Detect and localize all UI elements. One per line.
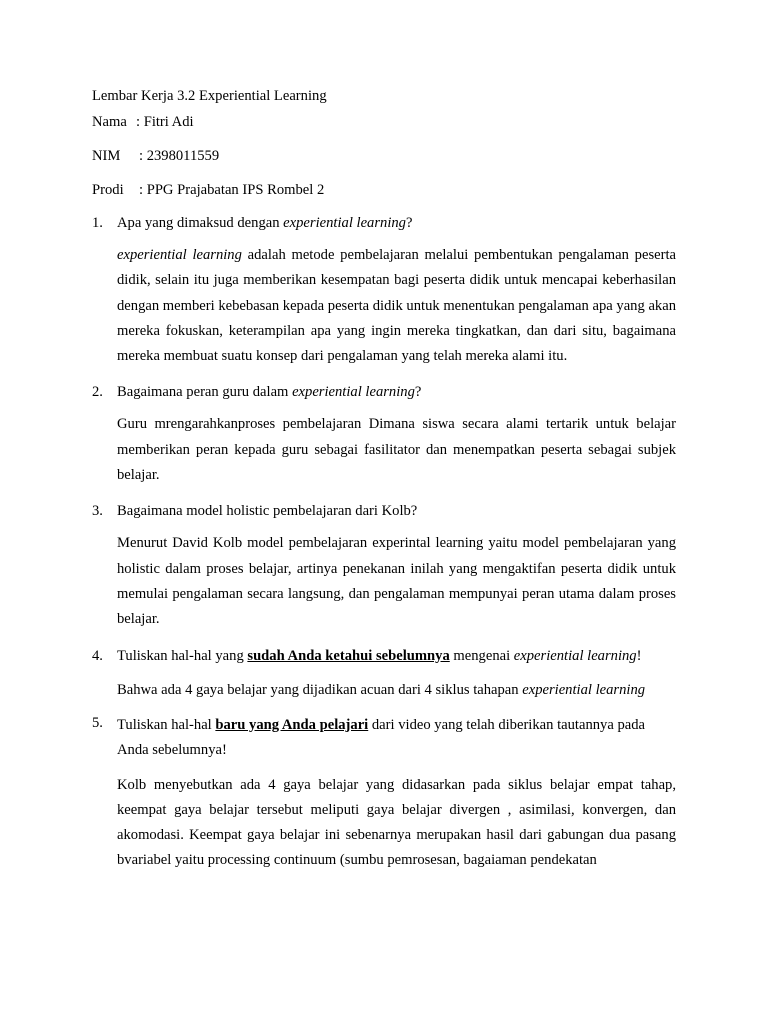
- question-text-part: Tuliskan hal-hal yang: [117, 647, 248, 664]
- question-number: 2.: [92, 384, 103, 401]
- question-text: [117, 713, 676, 763]
- answer-5: Kolb menyebutkan ada 4 gaya belajar yang didasarkan pada siklus belajar empat tahap, keempat gaya belajar tersebut meliputi gaya belajar divergen , asimilasi, konvergen, dan akomodasi. Keempat gaya belajar ini sebenarnya merupakan hasil dari gabungan dua pasang bvariabel yaitu processing continuum (sumbu pemrosesan, bagaiaman pendekatan: [117, 776, 676, 869]
- question-text: Bagaimana model holistic pembelajaran dari Kolb?: [117, 503, 418, 520]
- question-4: [92, 646, 676, 666]
- question-number: 1.: [92, 215, 103, 231]
- question-text-part: dari video yang telah diberikan tautannya pada Anda sebelumnya!: [117, 716, 646, 758]
- worksheet-title: Lembar Kerja 3.2 Experiential Learning: [92, 88, 327, 104]
- nim-label: NIM: [92, 148, 121, 164]
- document-content: [92, 86, 676, 874]
- question-text-part: ?: [414, 384, 422, 401]
- question-text-part: mengenai: [449, 647, 514, 664]
- nama-line: [92, 112, 676, 132]
- answer-italic-term: experiential learning: [117, 247, 242, 263]
- question-italic-term: experiential learning: [283, 215, 406, 231]
- answer-text: Bahwa ada 4 gaya belajar yang dijadikan acuan dari 4 siklus tahapan: [117, 681, 523, 698]
- question-highlight: sudah Anda ketahui sebelumnya: [247, 647, 450, 664]
- question-2: [92, 382, 676, 402]
- answer-4: [92, 680, 676, 700]
- nama-value: : Fitri Adi: [136, 114, 194, 130]
- question-text-part: ?: [405, 215, 413, 231]
- question-number: 5.: [92, 714, 103, 731]
- question-5: [92, 713, 676, 763]
- prodi-line: [92, 180, 676, 200]
- question-text: [117, 384, 421, 400]
- question-highlight: baru yang Anda pelajari: [215, 716, 369, 733]
- answer-3: Menurut David Kolb model pembelajaran experintal learning yaitu model pembelajaran yang holistic dalam proses belajar, artinya penekanan inilah yang mengaktifan peserta didik untuk memulai pengalaman secara langsung, dan pengalaman mempunyai peran utama dalam proses belajar.: [117, 535, 676, 628]
- nim-line: [92, 146, 676, 166]
- question-text-part: Bagaimana peran guru dalam: [117, 384, 293, 401]
- question-text-part: Apa yang dimaksud dengan: [117, 215, 284, 231]
- question-text-part: Tuliskan hal-hal: [117, 716, 216, 733]
- prodi-value: : PPG Prajabatan IPS Rombel 2: [139, 182, 325, 198]
- question-number: 4.: [92, 647, 103, 664]
- prodi-label: Prodi: [92, 182, 124, 198]
- question-1: [92, 213, 676, 233]
- answer-text: adalah metode pembelajaran melalui pembentukan pengalaman peserta didik, selain itu juga memberikan kesempatan bagi peserta didik untuk mencapai keberhasilan dengan memberi kebebasan kepada peserta didik untuk menentukan pengalaman apa yang akan mereka fokuskan, keterampilan apa yang ingin mereka tingkatkan, dan dari situ, bagaimana mereka membuat suatu konsep dari pengalaman yang telah mereka alami itu.: [117, 247, 676, 365]
- question-italic-term: experiential learning: [513, 647, 637, 664]
- question-text-part: !: [636, 647, 642, 664]
- nim-value: : 2398011559: [139, 148, 220, 164]
- answer-2: Guru mrengarahkanproses pembelajaran Dimana siswa secara alami tertarik untuk belajar memberikan peran kepada guru sebagai fasilitator dan menempatkan peserta sebagai subjek belajar.: [117, 416, 676, 484]
- answer-1: [92, 243, 676, 369]
- answer-italic-term: experiential learning: [522, 681, 646, 698]
- question-text: [117, 648, 641, 664]
- question-3: [92, 501, 676, 521]
- question-italic-term: experiential learning: [292, 384, 415, 401]
- question-text: [117, 215, 412, 231]
- nama-label: Nama: [92, 114, 127, 130]
- question-number: 3.: [92, 503, 103, 520]
